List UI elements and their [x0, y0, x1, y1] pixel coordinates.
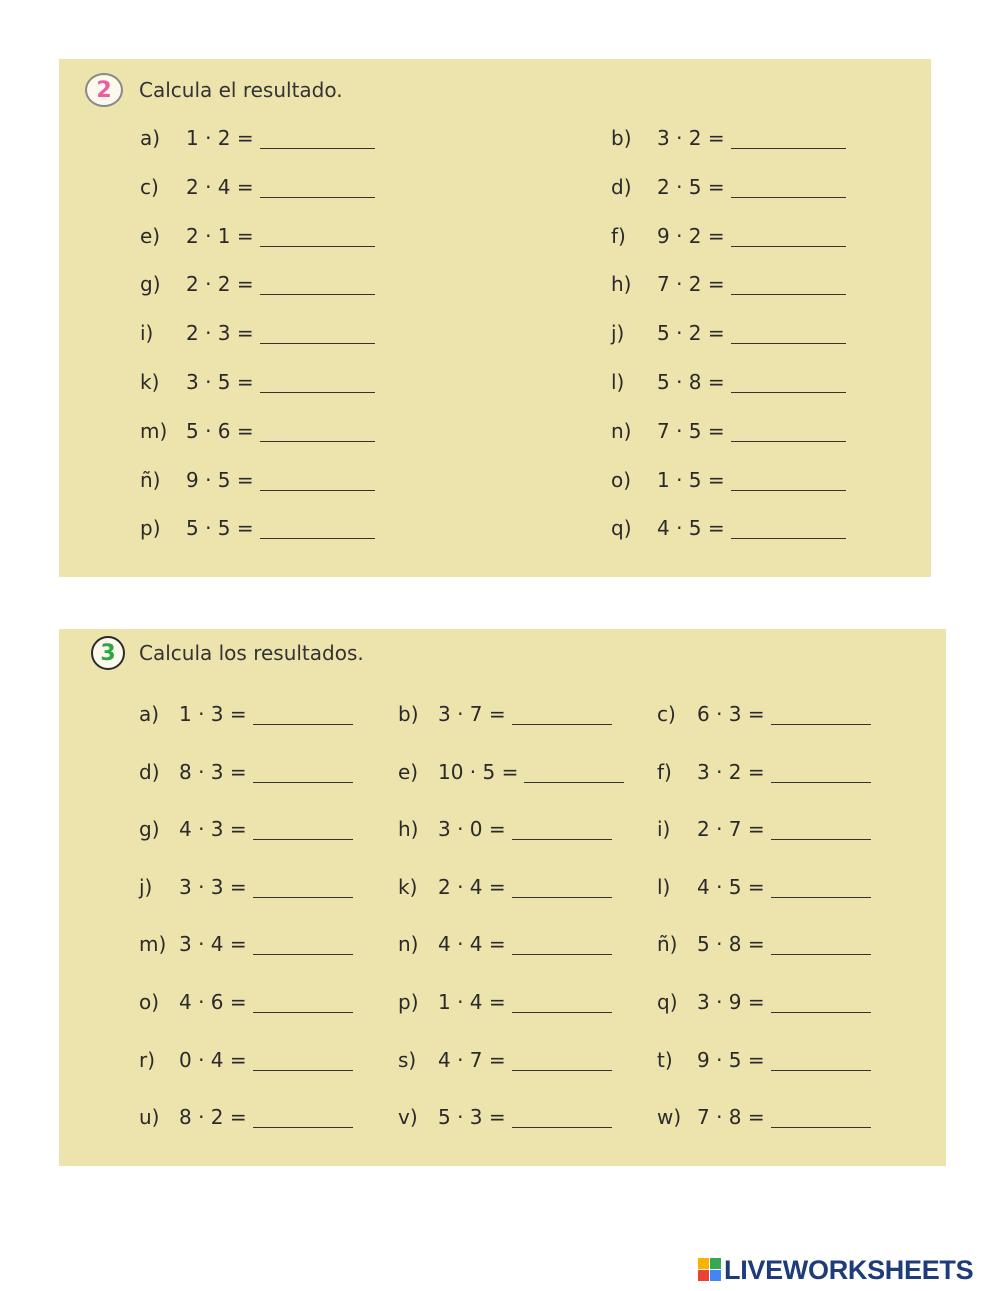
- exercise-label: ñ): [657, 932, 678, 957]
- exercise-label: e): [140, 223, 161, 248]
- exercise-expression: 3 · 2 =: [657, 126, 725, 150]
- exercise-expression: 5 · 8 =: [657, 370, 725, 394]
- exercise-expression: 3 · 3 =: [179, 874, 247, 899]
- answer-blank[interactable]: [253, 818, 353, 840]
- exercise-expression: 5 · 5 =: [186, 516, 254, 541]
- exercise-expression: 2 · 7 =: [697, 817, 765, 842]
- exercise-label: k): [398, 874, 418, 899]
- answer-blank[interactable]: [512, 1106, 612, 1128]
- exercise-label: l): [611, 370, 625, 394]
- exercise-label: m): [139, 932, 167, 957]
- exercise-item: [140, 269, 375, 299]
- exercise-label: c): [657, 702, 676, 726]
- exercise-label: i): [657, 817, 671, 842]
- exercise-item: [140, 465, 375, 495]
- exercise-expression: 5 · 2 =: [657, 321, 725, 346]
- answer-blank[interactable]: [731, 322, 846, 344]
- answer-blank[interactable]: [253, 876, 353, 898]
- exercise-expression: 9 · 5 =: [186, 467, 254, 492]
- answer-blank[interactable]: [253, 1049, 353, 1071]
- exercise-label: d): [611, 174, 632, 199]
- exercise-expression: 2 · 2 =: [186, 272, 254, 297]
- exercise-panel-2: [59, 59, 931, 577]
- exercise-expression: 7 · 5 =: [657, 418, 725, 443]
- exercise-expression: 1 · 5 =: [657, 467, 725, 492]
- exercise-item: [139, 987, 353, 1017]
- exercise-item: [398, 1102, 612, 1132]
- liveworksheets-logo: [698, 1255, 973, 1285]
- logo-square: [698, 1258, 709, 1269]
- logo-square: [698, 1270, 709, 1281]
- answer-blank[interactable]: [771, 1049, 871, 1071]
- exercise-expression: 2 · 5 =: [657, 174, 725, 199]
- exercise-label: h): [611, 272, 632, 297]
- exercise-item: [611, 123, 846, 153]
- exercise-expression: 3 · 0 =: [438, 817, 506, 842]
- exercise-item: [398, 699, 612, 729]
- exercise-expression: 3 · 5 =: [186, 370, 254, 394]
- exercise-item: [140, 318, 375, 348]
- answer-blank[interactable]: [260, 322, 375, 344]
- answer-blank[interactable]: [731, 469, 846, 491]
- exercise-expression: 4 · 3 =: [179, 817, 247, 842]
- exercise-expression: 1 · 2 =: [186, 126, 254, 150]
- exercise-label: f): [611, 223, 626, 248]
- answer-blank[interactable]: [260, 469, 375, 491]
- answer-blank[interactable]: [771, 876, 871, 898]
- exercise-expression: 8 · 3 =: [179, 759, 247, 784]
- exercise-expression: 4 · 4 =: [438, 932, 506, 957]
- exercise-item: [611, 416, 846, 446]
- answer-blank[interactable]: [260, 420, 375, 442]
- exercise-label: s): [398, 1047, 417, 1072]
- answer-blank[interactable]: [512, 933, 612, 955]
- exercise-label: e): [398, 759, 419, 784]
- exercise-label: o): [611, 467, 632, 492]
- answer-blank[interactable]: [260, 371, 375, 393]
- exercise-label: v): [398, 1105, 418, 1130]
- exercise-item: [657, 699, 871, 729]
- exercise-item: [139, 757, 353, 787]
- answer-blank[interactable]: [253, 703, 353, 725]
- exercise-item: [140, 513, 375, 543]
- exercise-label: d): [139, 759, 160, 784]
- exercise-item: [398, 987, 612, 1017]
- exercise-title: Calcula los resultados.: [139, 641, 364, 665]
- exercise-panel-3: [59, 629, 946, 1166]
- exercise-item: [140, 123, 375, 153]
- exercise-label: r): [139, 1047, 156, 1072]
- exercise-expression: 2 · 4 =: [438, 874, 506, 899]
- exercise-expression: 5 · 6 =: [186, 418, 254, 443]
- exercise-item: [139, 699, 353, 729]
- exercise-expression: 3 · 4 =: [179, 932, 247, 957]
- answer-blank[interactable]: [260, 517, 375, 539]
- answer-blank[interactable]: [731, 371, 846, 393]
- exercise-expression: 2 · 3 =: [186, 321, 254, 346]
- exercise-item: [139, 814, 353, 844]
- exercise-label: n): [611, 418, 632, 443]
- answer-blank[interactable]: [260, 127, 375, 149]
- exercise-expression: 4 · 5 =: [697, 874, 765, 899]
- exercise-label: a): [140, 126, 161, 150]
- exercise-item: [398, 814, 612, 844]
- exercise-expression: 10 · 5 =: [438, 759, 519, 784]
- exercise-expression: 2 · 4 =: [186, 174, 254, 199]
- exercise-label: q): [657, 990, 678, 1014]
- answer-blank[interactable]: [731, 225, 846, 247]
- exercise-item: [657, 1102, 871, 1132]
- exercise-label: q): [611, 516, 632, 541]
- exercise-item: [611, 513, 846, 543]
- exercise-item: [657, 872, 871, 902]
- answer-blank[interactable]: [260, 176, 375, 198]
- exercise-item: [611, 465, 846, 495]
- exercise-item: [398, 872, 612, 902]
- answer-blank[interactable]: [512, 818, 612, 840]
- answer-blank[interactable]: [253, 933, 353, 955]
- exercise-expression: 9 · 2 =: [657, 223, 725, 248]
- exercise-item: [398, 929, 612, 959]
- exercise-item: [611, 269, 846, 299]
- answer-blank[interactable]: [731, 517, 846, 539]
- exercise-label: a): [139, 702, 160, 726]
- exercise-label: ñ): [140, 467, 161, 492]
- exercise-item: [398, 757, 624, 787]
- answer-blank[interactable]: [512, 703, 612, 725]
- answer-blank[interactable]: [771, 933, 871, 955]
- exercise-label: f): [657, 759, 672, 784]
- exercise-expression: 4 · 7 =: [438, 1047, 506, 1072]
- answer-blank[interactable]: [731, 176, 846, 198]
- answer-blank[interactable]: [512, 876, 612, 898]
- exercise-item: [140, 221, 375, 251]
- exercise-expression: 7 · 8 =: [697, 1105, 765, 1130]
- answer-blank[interactable]: [771, 761, 871, 783]
- exercise-label: o): [139, 990, 160, 1014]
- answer-blank[interactable]: [731, 420, 846, 442]
- exercise-item: [657, 814, 871, 844]
- exercise-item: [657, 757, 871, 787]
- exercise-item: [611, 318, 846, 348]
- exercise-label: j): [611, 321, 625, 346]
- answer-blank[interactable]: [731, 127, 846, 149]
- exercise-item: [139, 929, 353, 959]
- exercise-item: [139, 1102, 353, 1132]
- exercise-title: Calcula el resultado.: [139, 78, 343, 102]
- exercise-label: g): [140, 272, 161, 297]
- exercise-expression: 8 · 2 =: [179, 1105, 247, 1130]
- exercise-item: [611, 367, 846, 397]
- answer-blank[interactable]: [253, 991, 353, 1013]
- exercise-label: t): [657, 1047, 673, 1072]
- exercise-item: [140, 416, 375, 446]
- answer-blank[interactable]: [512, 1049, 612, 1071]
- exercise-label: u): [139, 1105, 160, 1130]
- exercise-expression: 9 · 5 =: [697, 1047, 765, 1072]
- exercise-label: p): [398, 990, 419, 1014]
- exercise-label: n): [398, 932, 419, 957]
- exercise-expression: 5 · 3 =: [438, 1105, 506, 1130]
- exercise-label: p): [140, 516, 161, 541]
- exercise-label: j): [139, 874, 153, 899]
- exercise-item: [140, 367, 375, 397]
- exercise-expression: 4 · 6 =: [179, 990, 247, 1014]
- exercise-item: [139, 1045, 353, 1075]
- exercise-number-badge: 2: [85, 73, 123, 107]
- exercise-label: i): [140, 321, 154, 346]
- exercise-expression: 0 · 4 =: [179, 1047, 247, 1072]
- exercise-label: b): [611, 126, 632, 150]
- logo-text: LIVEWORKSHEETS: [724, 1254, 974, 1285]
- exercise-expression: 1 · 4 =: [438, 990, 506, 1014]
- answer-blank[interactable]: [253, 1106, 353, 1128]
- exercise-label: w): [657, 1105, 682, 1130]
- exercise-item: [657, 987, 871, 1017]
- exercise-item: [611, 221, 846, 251]
- answer-blank[interactable]: [512, 991, 612, 1013]
- exercise-label: m): [140, 418, 168, 443]
- exercise-label: g): [139, 817, 160, 842]
- answer-blank[interactable]: [260, 273, 375, 295]
- exercise-expression: 3 · 7 =: [438, 702, 506, 726]
- exercise-item: [398, 1045, 612, 1075]
- exercise-label: l): [657, 874, 671, 899]
- exercise-expression: 4 · 5 =: [657, 516, 725, 541]
- exercise-expression: 3 · 2 =: [697, 759, 765, 784]
- logo-square: [710, 1270, 721, 1281]
- exercise-label: h): [398, 817, 419, 842]
- liveworksheets-logo-icon: [698, 1258, 722, 1282]
- answer-blank[interactable]: [260, 225, 375, 247]
- answer-blank[interactable]: [253, 761, 353, 783]
- exercise-item: [139, 872, 353, 902]
- exercise-expression: 1 · 3 =: [179, 702, 247, 726]
- exercise-item: [140, 172, 375, 202]
- answer-blank[interactable]: [771, 991, 871, 1013]
- exercise-label: b): [398, 702, 419, 726]
- exercise-item: [657, 1045, 871, 1075]
- answer-blank[interactable]: [731, 273, 846, 295]
- exercise-label: k): [140, 370, 160, 394]
- exercise-expression: 3 · 9 =: [697, 990, 765, 1014]
- answer-blank[interactable]: [771, 703, 871, 725]
- exercise-label: c): [140, 174, 159, 199]
- exercise-expression: 7 · 2 =: [657, 272, 725, 297]
- exercise-expression: 6 · 3 =: [697, 702, 765, 726]
- exercise-number-badge: 3: [91, 636, 125, 670]
- exercise-expression: 2 · 1 =: [186, 223, 254, 248]
- answer-blank[interactable]: [771, 818, 871, 840]
- exercise-item: [611, 172, 846, 202]
- exercise-expression: 5 · 8 =: [697, 932, 765, 957]
- logo-square: [710, 1258, 721, 1269]
- answer-blank[interactable]: [771, 1106, 871, 1128]
- answer-blank[interactable]: [524, 761, 624, 783]
- exercise-item: [657, 929, 871, 959]
